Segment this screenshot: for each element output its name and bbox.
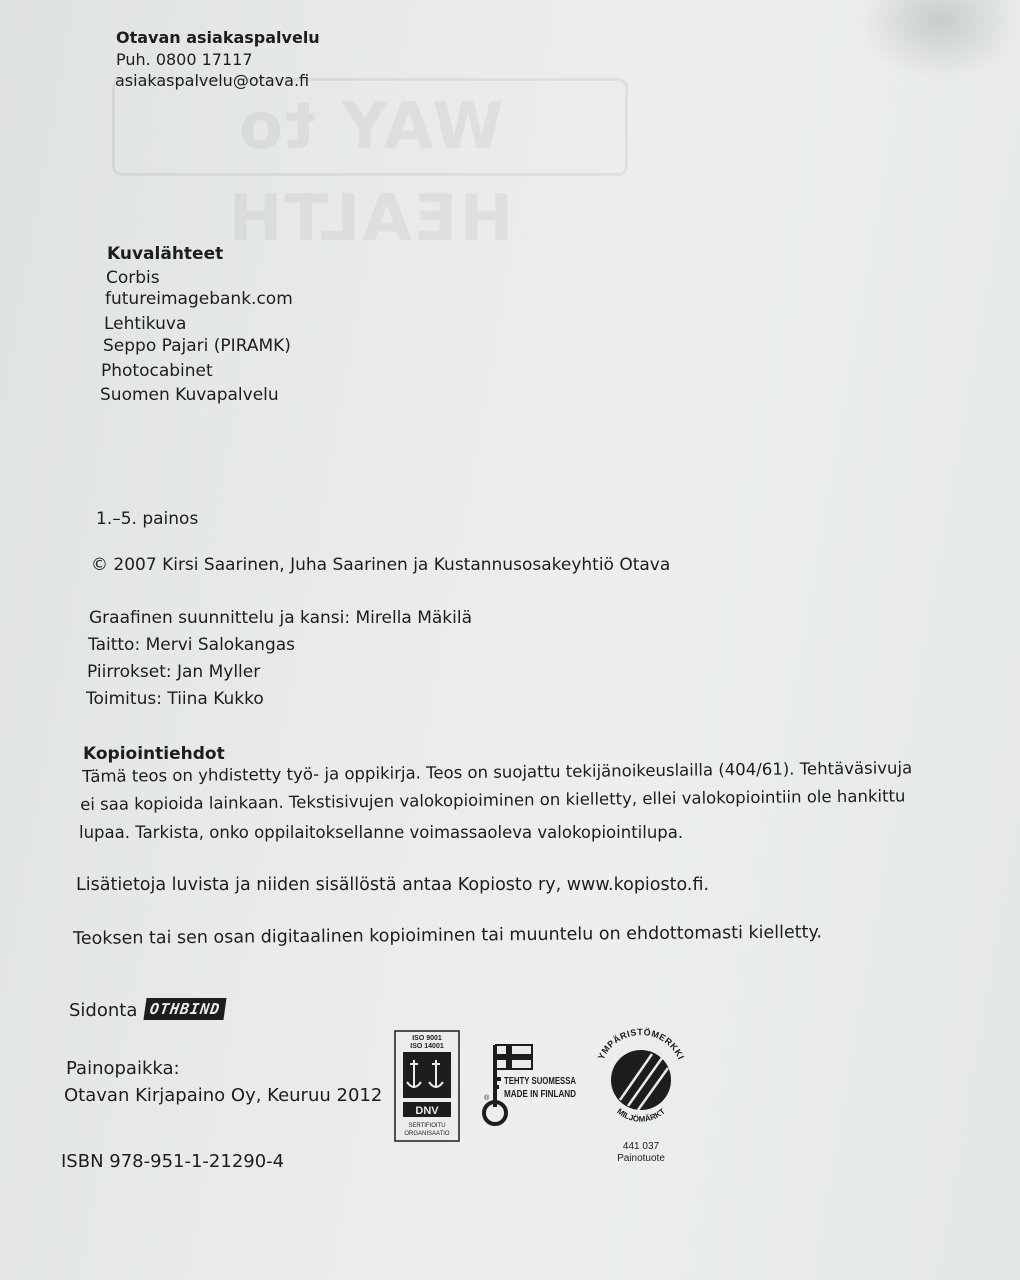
- credit-line: Piirrokset: Jan Myller: [87, 662, 261, 682]
- copying-line: lupaa. Tarkista, onko oppilaitoksellanne voimassaoleva valokopiointilupa.: [79, 823, 684, 842]
- iso-cert2: ORGANISAATIO: [404, 1131, 450, 1137]
- iso-line1: ISO 9001: [412, 1035, 442, 1042]
- swan-ring-top: YMPÄRISTÖMERKKI: [595, 1026, 687, 1062]
- iso-cert1: SERTIFIOITU: [408, 1123, 446, 1129]
- svg-text:®: ®: [484, 1095, 490, 1102]
- swan-label: Painotuote: [617, 1153, 665, 1164]
- isbn: ISBN 978-951-1-21290-4: [61, 1151, 285, 1172]
- othabind-logo: OTHBIND: [144, 998, 227, 1020]
- copyright: © 2007 Kirsi Saarinen, Juha Saarinen ja Kustannusosakeyhtiö Otava: [91, 555, 671, 575]
- printing-edition: 1.–5. painos: [96, 509, 199, 529]
- binding-label: Sidonta: [69, 1000, 138, 1021]
- page-corner-shadow: [860, 0, 1020, 80]
- credit-line: Taitto: Mervi Salokangas: [88, 635, 296, 655]
- key-flag-logo: [478, 1043, 582, 1127]
- credit-line: Graafinen suunnittelu ja kansi: Mirella Mäkilä: [89, 608, 473, 628]
- copying-line: Tämä teos on yhdistetty työ- ja oppikirja. Teos on suojattu tekijänoikeuslailla (404/61). Tehtäväsivuja: [82, 758, 913, 786]
- key-line1: TEHTY SUOMESSA: [504, 1076, 576, 1087]
- digital-copying-note: Teoksen tai sen osan digitaalinen kopioiminen tai muuntelu on ehdottomasti kielletty.: [73, 922, 822, 949]
- contact-title: Otavan asiakaspalvelu: [116, 28, 320, 47]
- swan-ring-bottom: MILJÖMÄRKT: [615, 1106, 667, 1124]
- more-info: Lisätietoja luvista ja niiden sisällöstä antaa Kopiosto ry, www.kopiosto.fi.: [76, 875, 710, 895]
- print-place-label: Painopaikka:: [66, 1058, 180, 1079]
- nordic-swan-ecolabel-logo: [590, 1018, 692, 1166]
- copying-line: ei saa kopioida lainkaan. Tekstisivujen valokopioiminen on kielletty, ellei valokopiointiin ole hankittu: [80, 786, 906, 814]
- copying-heading: Kopiointiehdot: [83, 744, 225, 764]
- print-place-value: Otavan Kirjapaino Oy, Keuruu 2012: [64, 1085, 383, 1106]
- source-item: Lehtikuva: [104, 314, 187, 334]
- contact-phone: Puh. 0800 17117: [116, 50, 253, 69]
- sources-heading: Kuvalähteet: [107, 244, 224, 264]
- dnv-text: DNV: [415, 1105, 439, 1117]
- source-item: Suomen Kuvapalvelu: [100, 385, 279, 405]
- iso-line2: ISO 14001: [410, 1043, 444, 1050]
- contact-email: asiakaspalvelu@otava.fi: [115, 71, 310, 90]
- credit-line: Toimitus: Tiina Kukko: [86, 689, 264, 709]
- source-item: Corbis: [106, 268, 160, 288]
- source-item: Photocabinet: [101, 361, 213, 381]
- show-through-cover-art: WAY to HEALTH: [112, 78, 628, 176]
- source-item: Seppo Pajari (PIRAMK): [103, 336, 291, 356]
- source-item: futureimagebank.com: [105, 289, 293, 309]
- binding: [69, 998, 226, 1022]
- swan-code: 441 037: [622, 1141, 660, 1152]
- key-line2: MADE IN FINLAND: [504, 1089, 576, 1100]
- dnv-iso-certification-logo: [394, 1030, 460, 1142]
